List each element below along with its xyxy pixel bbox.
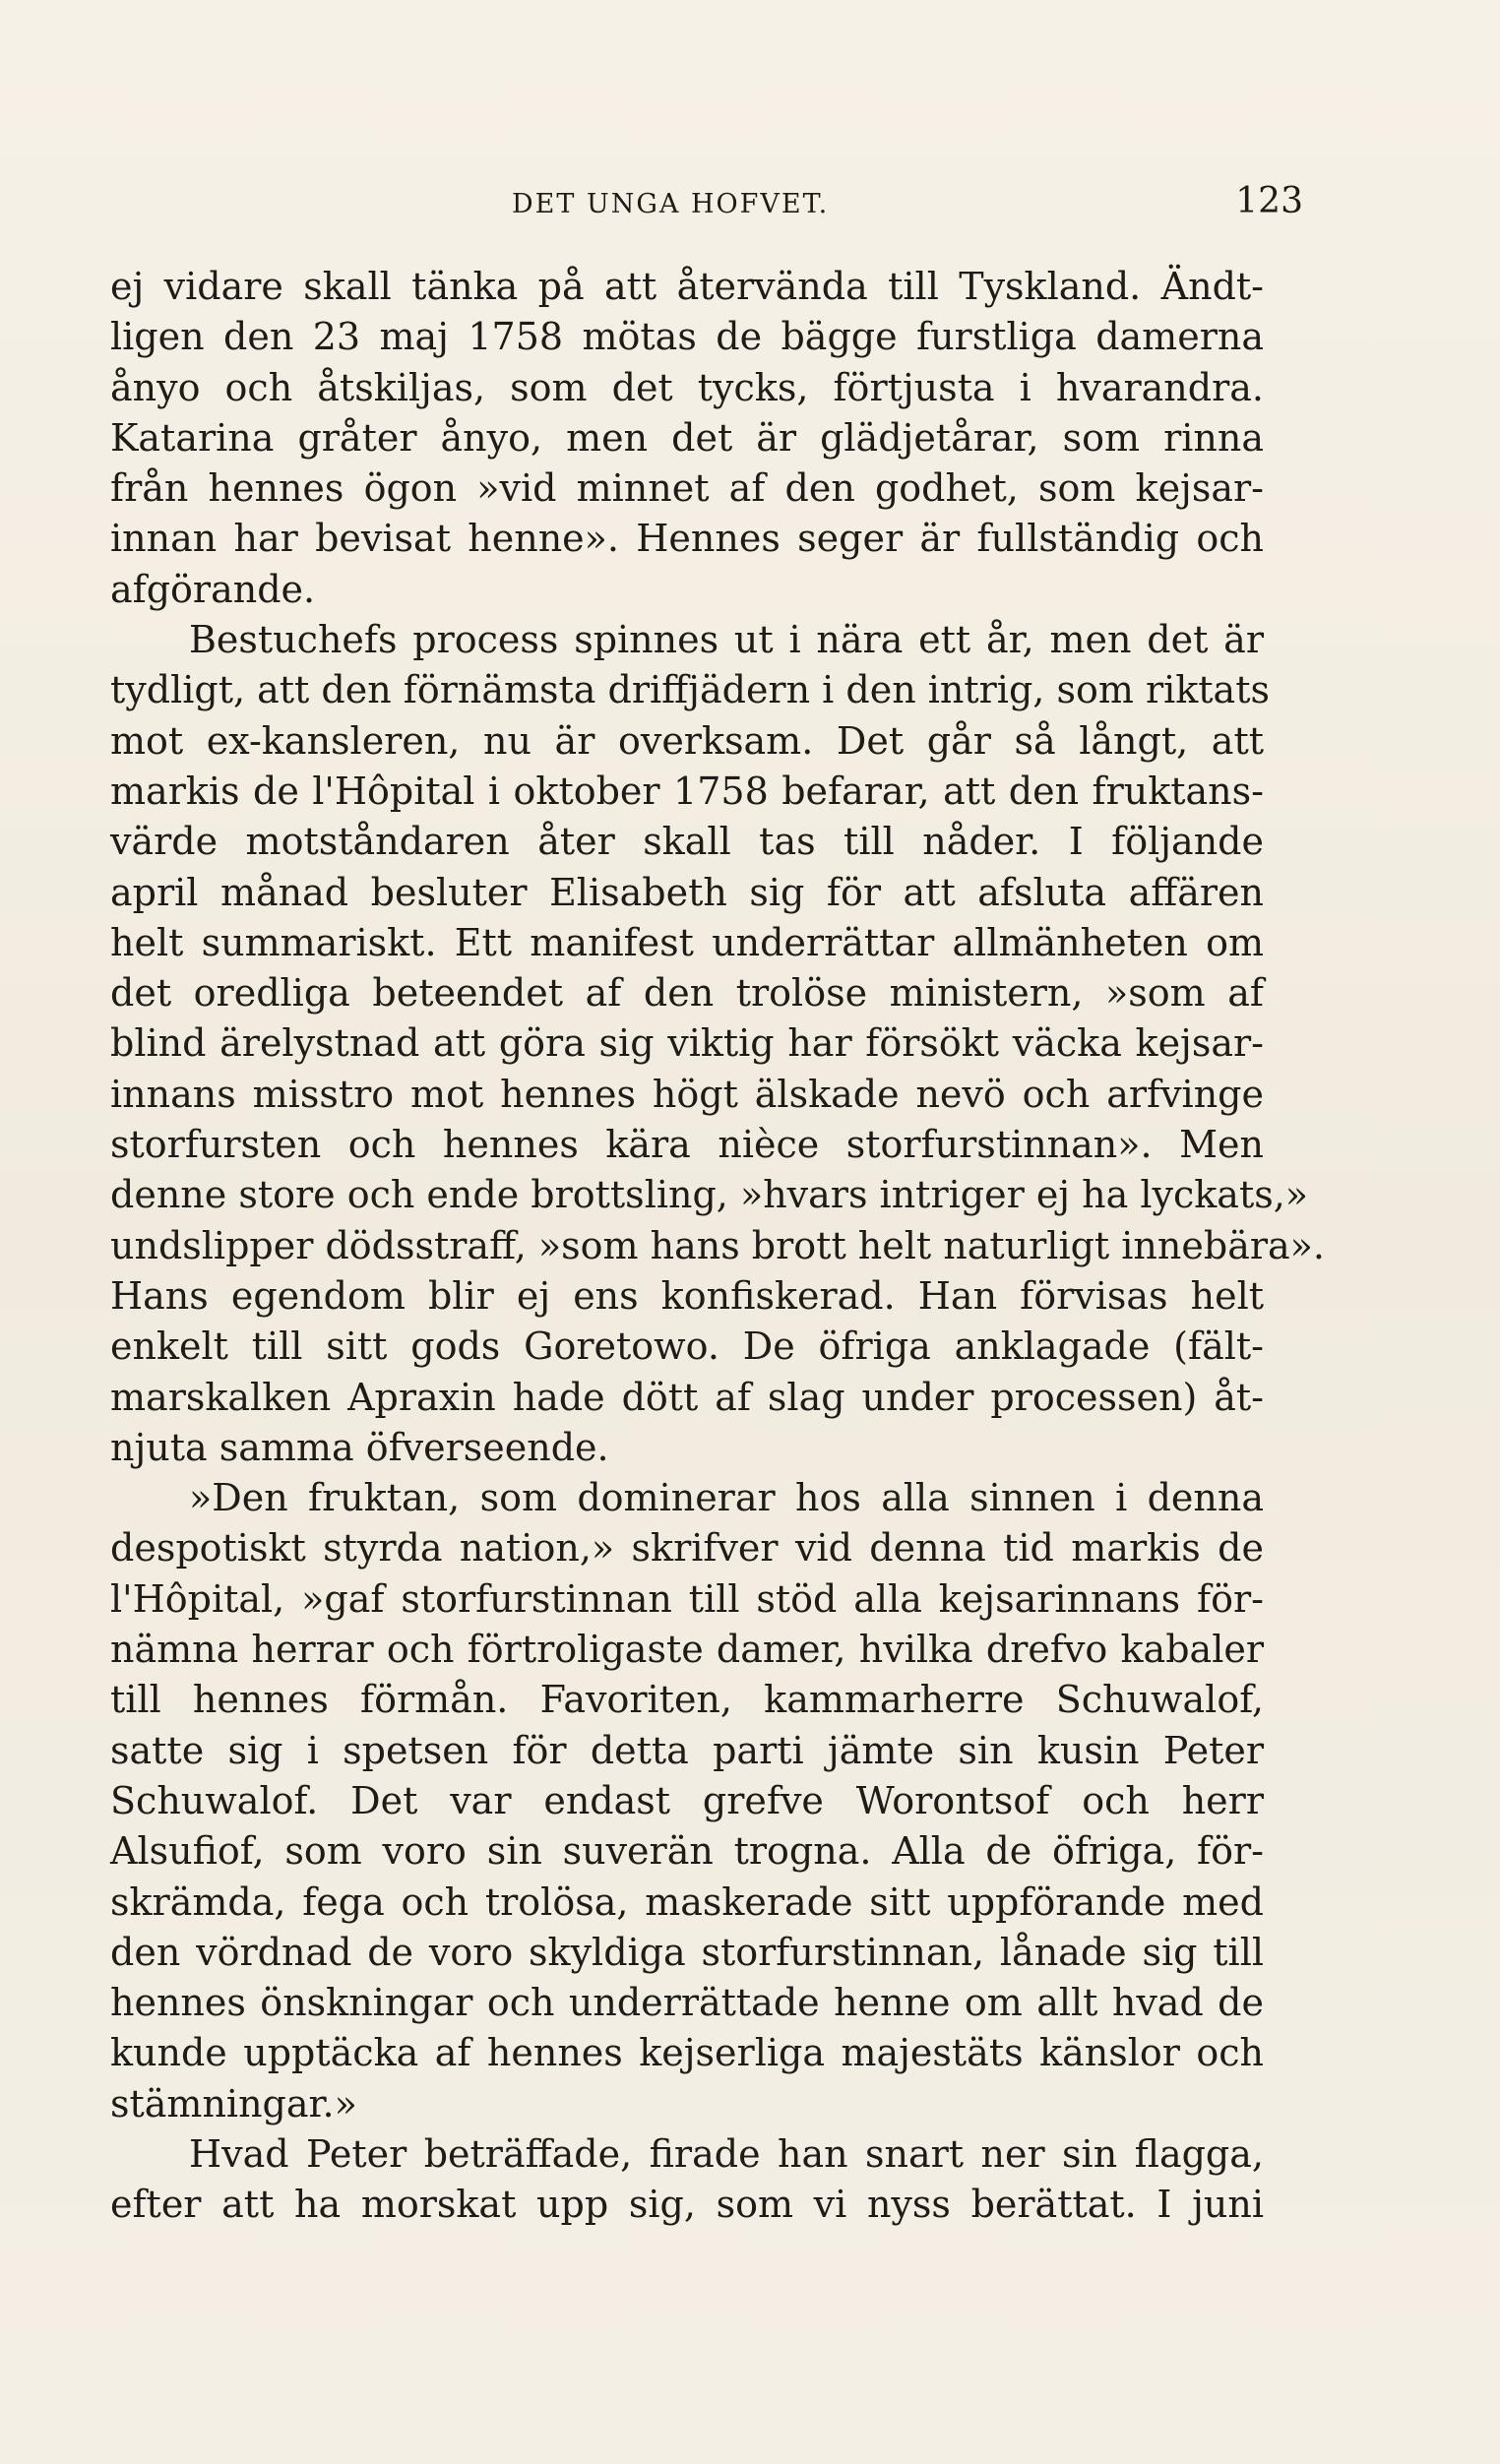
text-line: afgörande. [110,567,316,611]
text-line: efter att ha morskat upp sig, som vi nyss berättat. I juni [110,2183,1264,2227]
text-line: satte sig i spetsen för detta parti jämte sin kusin Peter [110,1728,1264,1772]
text-line: den vördnad de voro skyldiga storfurstinnan, lånade sig till [110,1930,1264,1974]
text-line: Bestuchefs process spinnes ut i nära ett år, men det är [189,618,1264,662]
text-line: Hvad Peter beträffade, firade han snart ner sin flagga, [189,2131,1264,2176]
text-line: från hennes ögon »vid minnet af den godhet, som kejsar- [110,466,1264,511]
text-line: despotiskt styrda nation,» skrifver vid denna tid markis de [110,1526,1264,1571]
running-title: DET UNGA HOFVET. [512,189,830,219]
text-line: markis de l'Hôpital i oktober 1758 befarar, att den fruktans- [110,769,1264,813]
text-line: det oredliga beteendet af den trolöse ministern, »som af [110,971,1264,1016]
text-line: Hans egendom blir ej ens konfiskerad. Han förvisas helt [110,1273,1264,1318]
text-line: Schuwalof. Det var endast grefve Worontsof och herr [110,1778,1264,1822]
text-line: april månad besluter Elisabeth sig för att afsluta affären [110,870,1264,914]
text-line: till hennes förmån. Favoriten, kammarherre Schuwalof, [110,1678,1264,1722]
text-line: l'Hôpital, »gaf storfurstinnan till stöd alla kejsarinnans för- [110,1576,1264,1621]
text-line: tydligt, att den förnämsta driffjädern i den intrig, som riktats [110,668,1270,712]
text-line: nämna herrar och förtroligaste damer, hvilka drefvo kabaler [110,1628,1264,1672]
text-line: helt summariskt. Ett manifest underrättar allmänheten om [110,920,1264,964]
text-line: innan har bevisat henne». Hennes seger är fullständig och [110,517,1264,561]
text-line: hennes önskningar och underrättade henne om allt hvad de [110,1981,1264,2025]
text-line: stämningar.» [110,2081,357,2125]
text-line: innans misstro mot hennes högt älskade nevö och arfvinge [110,1072,1264,1116]
page-number: 123 [1235,181,1303,221]
text-line: undslipper dödsstraff, »som hans brott helt naturligt innebära». [110,1223,1325,1267]
text-line: värde motståndaren åter skall tas till nåder. I följande [110,820,1264,864]
text-line: ånyo och åtskiljas, som det tycks, förtjusta i hvarandra. [110,365,1264,409]
text-line: marskalken Apraxin hade dött af slag under processen) åt- [110,1375,1264,1419]
text-line: mot ex-kansleren, nu är overksam. Det går så långt, att [110,718,1264,763]
text-line: ej vidare skall tänka på att återvända till Tyskland. Ändt- [110,265,1264,308]
body-text [110,262,1325,2231]
text-line: »Den fruktan, som dominerar hos alla sinnen i denna [189,1476,1264,1520]
text-line: njuta samma öfverseende. [110,1425,609,1469]
text-line: Alsufiof, som voro sin suverän trogna. Alla de öfriga, för- [110,1829,1264,1874]
text-line: kunde upptäcka af hennes kejserliga majestäts känslor och [110,2031,1264,2075]
text-line: enkelt till sitt gods Goretowo. De öfriga anklagade (fält- [110,1324,1264,1369]
text-line: Katarina gråter ånyo, men det är glädjetårar, som rinna [110,415,1264,460]
text-line: blind ärelystnad att göra sig viktig har försökt väcka kejsar- [110,1021,1264,1066]
text-line: storfursten och hennes kära nièce storfurstinnan». Men [110,1123,1264,1167]
text-line: skrämda, fega och trolösa, maskerade sitt uppförande med [110,1879,1264,1924]
text-line: ligen den 23 maj 1758 mötas de bägge furstliga damerna [110,315,1264,359]
text-line: denne store och ende brottsling, »hvars intriger ej ha lyckats,» [110,1173,1309,1217]
